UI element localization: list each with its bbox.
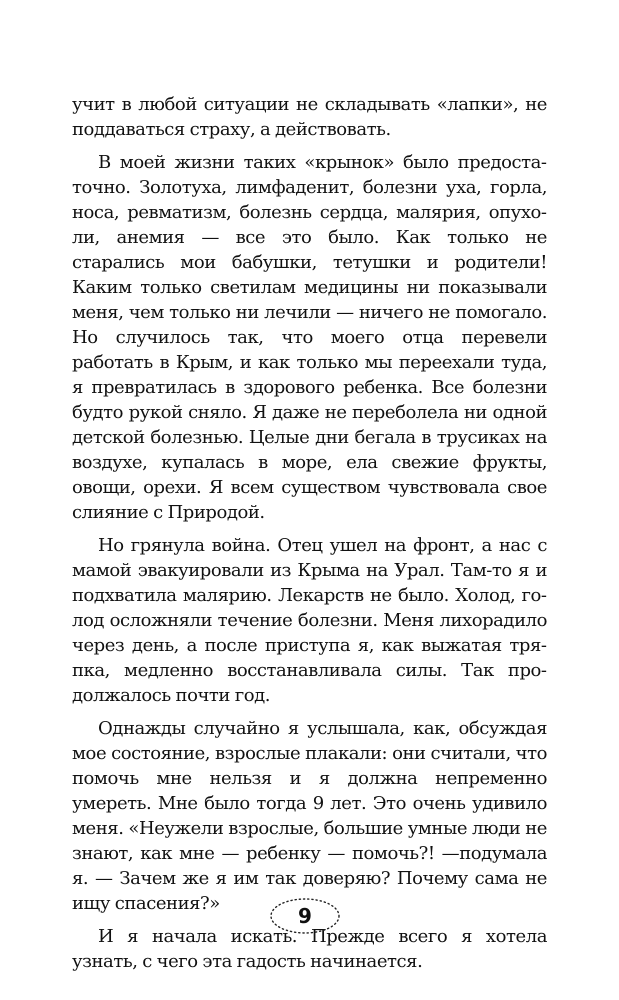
page-number-badge [268, 896, 342, 936]
paragraph-war: Но грянула война. Отец ушел на фронт, а нас с мамой эвакуировали из Крыма на Урал. Там-то я и подхватила малярию. Лекарств не было. Холод, голод осложняли течение болезни. Меня лихорадило через день, а после приступа я, как выжатая тряпка, медленно восстанавливала силы. Так продолжалось почти год. [72, 535, 547, 706]
paragraph-overheard: Однажды случайно я услышала, как, обсуждая мое состояние, взрослые плакали: они считали, что помочь мне нельзя и я должна непременно умереть. Мне было тогда 9 лет. Это очень удивило меня. «Неужели взрослые, большие умные люди не знают, как мне — ребенку — помочь?! —подумала я. — Зачем же я им так доверяю? Почему сама не ищу спасения?» [72, 718, 547, 914]
paragraph-continuation: учит в любой ситуации не складывать «лапки», не поддаваться страху, а действовать. [72, 94, 547, 140]
page-number: 9 [298, 904, 312, 928]
page-text [72, 92, 547, 982]
paragraph-illnesses: В моей жизни таких «крынок» было предостаточно. Золотуха, лимфаденит, болезни уха, горла, носа, ревматизм, болезнь сердца, малярия, опухоли, анемия — все это было. Как только не старались мои бабушки, тетушки и родители! Каким только светилам медицины ни показывали меня, чем только ни лечили — ничего не помогало. Но случилось так, что моего отца перевели работать в Крым, и как только мы переехали туда, я превратилась в здорового ребенка. Все болезни будто рукой сняло. Я даже не переболела ни одной детской болезнью. Целые дни бегала в трусиках на воздухе, купалась в море, ела свежие фрукты, овощи, орехи. Я всем существом чувствовала свое слияние с Природой. [72, 152, 547, 523]
paragraph-search: И я начала искать. Прежде всего я хотела узнать, с чего эта гадость начинается. [72, 926, 547, 972]
